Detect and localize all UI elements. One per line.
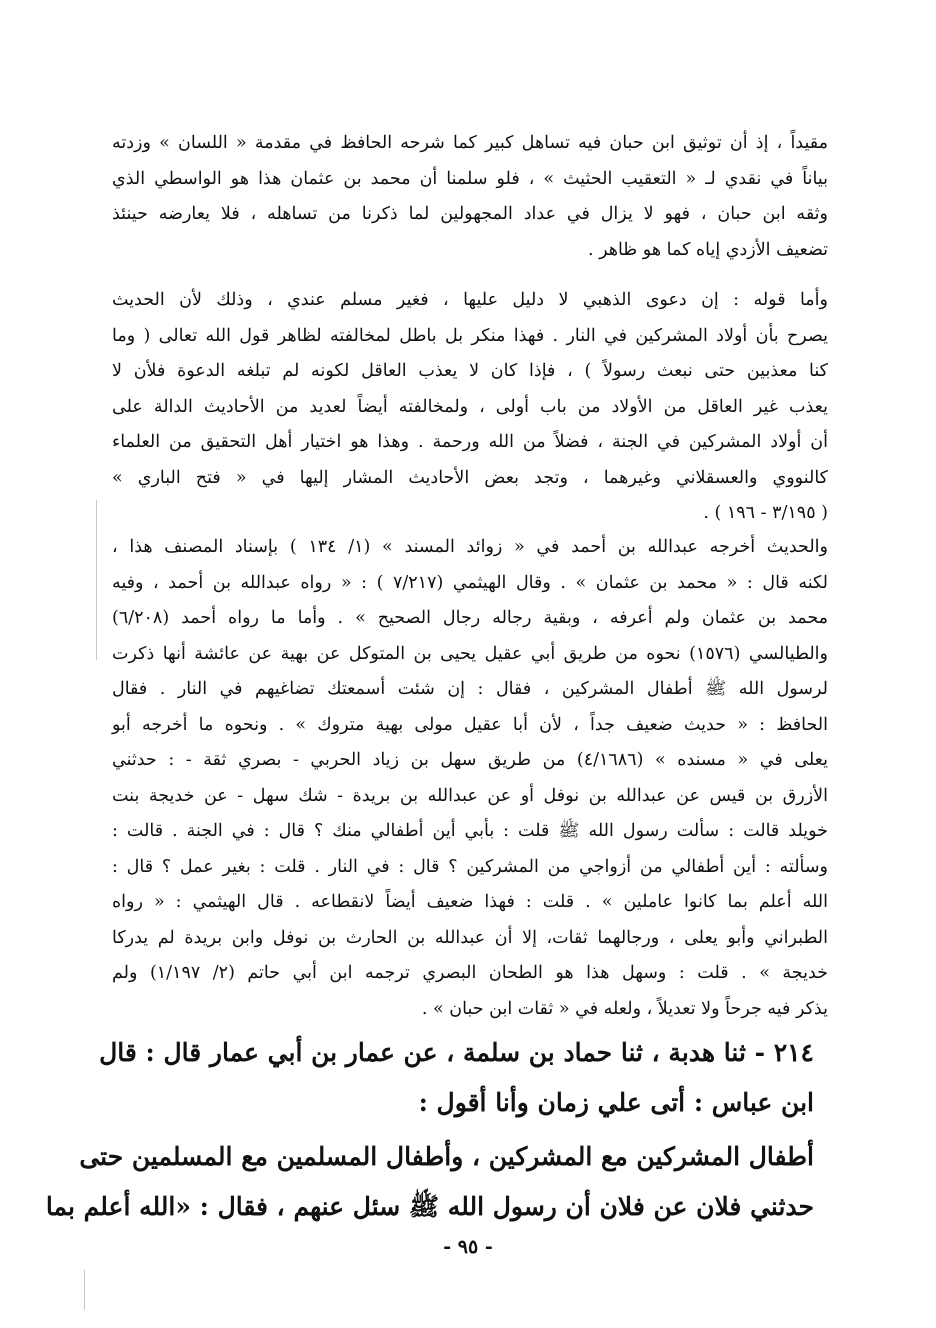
text-line: مقيداً ، إذ أن توثيق ابن حبان فيه تساهل كبير كما شرحه الحافظ في مقدمة « اللسان » وزدته [112, 133, 828, 153]
hadith-heading-line: ابن عباس : أتى علي زمان وأنا أقول : [418, 1088, 814, 1117]
scan-edge-mark [96, 500, 97, 660]
text-line: وثقه ابن حبان ، فهو لا يزال في عداد المجهولين لما ذكرنا من تساهله ، فلا يعارضه حينئذ [112, 204, 828, 224]
paragraph-commentary-2 [112, 283, 828, 532]
text-line: بياناً في نقدي لـ « التعقيب الحثيث » ، فلو سلمنا أن محمد بن عثمان هذا هو الواسطي الذي [112, 168, 828, 189]
text-line: والحديث أخرجه عبدالله بن أحمد في « زوائد المسند » (١/ ١٣٤ ) بإسناد المصنف هذا ، [112, 537, 828, 557]
hadith-heading-line: ٢١٤ - ثنا هدبة ، ثنا حماد بن سلمة ، عن عمار بن أبي عمار قال : قال [99, 1038, 814, 1067]
text-line: ( ٣/١٩٥ - ١٩٦ ) . [703, 503, 828, 523]
text-line: يعذب غير العاقل من الأولاد من باب أولى ، ولمخالفته أيضاً لعديد من الأحاديث الدالة على [112, 396, 828, 417]
page-number: - ٩٥ - [443, 1236, 493, 1258]
text-line: كنا معذبين حتى نبعث رسولاً ) ، فإذا كان لا يعذب العاقل لكونه لم تبلغه الدعوة فلأن لا [112, 361, 828, 381]
scan-edge-mark [84, 1270, 85, 1310]
text-line: لكنه قال : « محمد بن عثمان » . وقال الهيثمي (٧/٢١٧ ) : « رواه عبدالله بن أحمد ، وفيه [112, 572, 828, 593]
text-line: والطيالسي (١٥٧٦) نحوه من طريق أبي عقيل يحيى بن المتوكل عن بهية عن عائشة أنها ذكرت [112, 643, 828, 664]
hadith-text-line: أطفال المشركين مع المشركين ، وأطفال المسلمين مع المسلمين حتى [79, 1142, 814, 1171]
text-line: خويلد قالت : سألت رسول الله ﷺ قلت : بأبي أين أطفالي منك ؟ قال : في الجنة . قالت : [112, 821, 828, 841]
paragraph-takhrij [112, 530, 828, 1027]
hadith-text [45, 1132, 814, 1232]
text-line: محمد بن عثمان ولم أعرفه ، وبقية رجاله رجال الصحيح » . وأما ما رواه أحمد (٦/٢٠٨) [112, 608, 828, 628]
text-line: يعلى في « مسنده » (٤/١٦٨٦) من طريق سهل بن زياد الحربي - بصري ثقة - : حدثني [112, 750, 828, 770]
text-line: يصرح بأن أولاد المشركين في النار . فهذا منكر بل باطل لمخالفته لظاهر قول الله تعالى ( وما [112, 325, 828, 346]
text-line: أن أولاد المشركين في الجنة ، فضلاً من الله ورحمة . وهذا هو اختيار أهل التحقيق من العلماء [112, 432, 828, 452]
text-line: الله أعلم بما كانوا عاملين » . قلت : فهذا ضعيف أيضاً لانقطاعه . قال الهيثمي : « رواه [112, 892, 828, 912]
text-line: تضعيف الأزدي إياه كما هو ظاهر . [587, 239, 828, 260]
text-line: الحافظ : « حديث ضعيف جداً ، لأن أبا عقيل مولى بهية متروك » . ونحوه ما أخرجه أبو [112, 714, 828, 735]
text-line: يذكر فيه جرحاً ولا تعديلاً ، ولعله في « ثقات ابن حبان » . [421, 998, 828, 1019]
text-line: كالنووي والعسقلاني وغيرهما ، وتجد بعض الأحاديث المشار إليها في « فتح الباري » [112, 467, 828, 488]
text-line: خديجة » . قلت : وسهل هذا هو الطحان البصري ترجمه ابن أبي حاتم (٢/ ١/١٩٧) ولم [112, 963, 828, 983]
text-line: لرسول الله ﷺ أطفال المشركين ، فقال : إن شئت أسمعتك تضاغيهم في النار . فقال [112, 679, 828, 699]
text-line: الأزرق بن قيس عن عبدالله بن نوفل أو عن عبدالله بن بريدة - شك سهل - عن خديجة بنت [112, 785, 828, 806]
text-line: وأما قوله : إن دعوى الذهبي لا دليل عليها ، فغير مسلم عندي ، وذلك لأن الحديث [112, 290, 828, 310]
hadith-text-line: حدثني فلان عن فلان أن رسول الله ﷺ سئل عنهم ، فقال : «الله أعلم بما [45, 1192, 814, 1221]
hadith-heading [99, 1028, 814, 1128]
text-line: وسألته : أين أطفالي من أزواجي من المشركين ؟ قال : في النار . قلت : بغير عمل ؟ قال : [112, 856, 828, 877]
text-line: الطبراني وأبو يعلى ، ورجالهما ثقات، إلا أن عبدالله بن الحارث بن نوفل وابن بريدة لم يدركا [112, 927, 828, 948]
paragraph-commentary-1 [112, 126, 828, 268]
